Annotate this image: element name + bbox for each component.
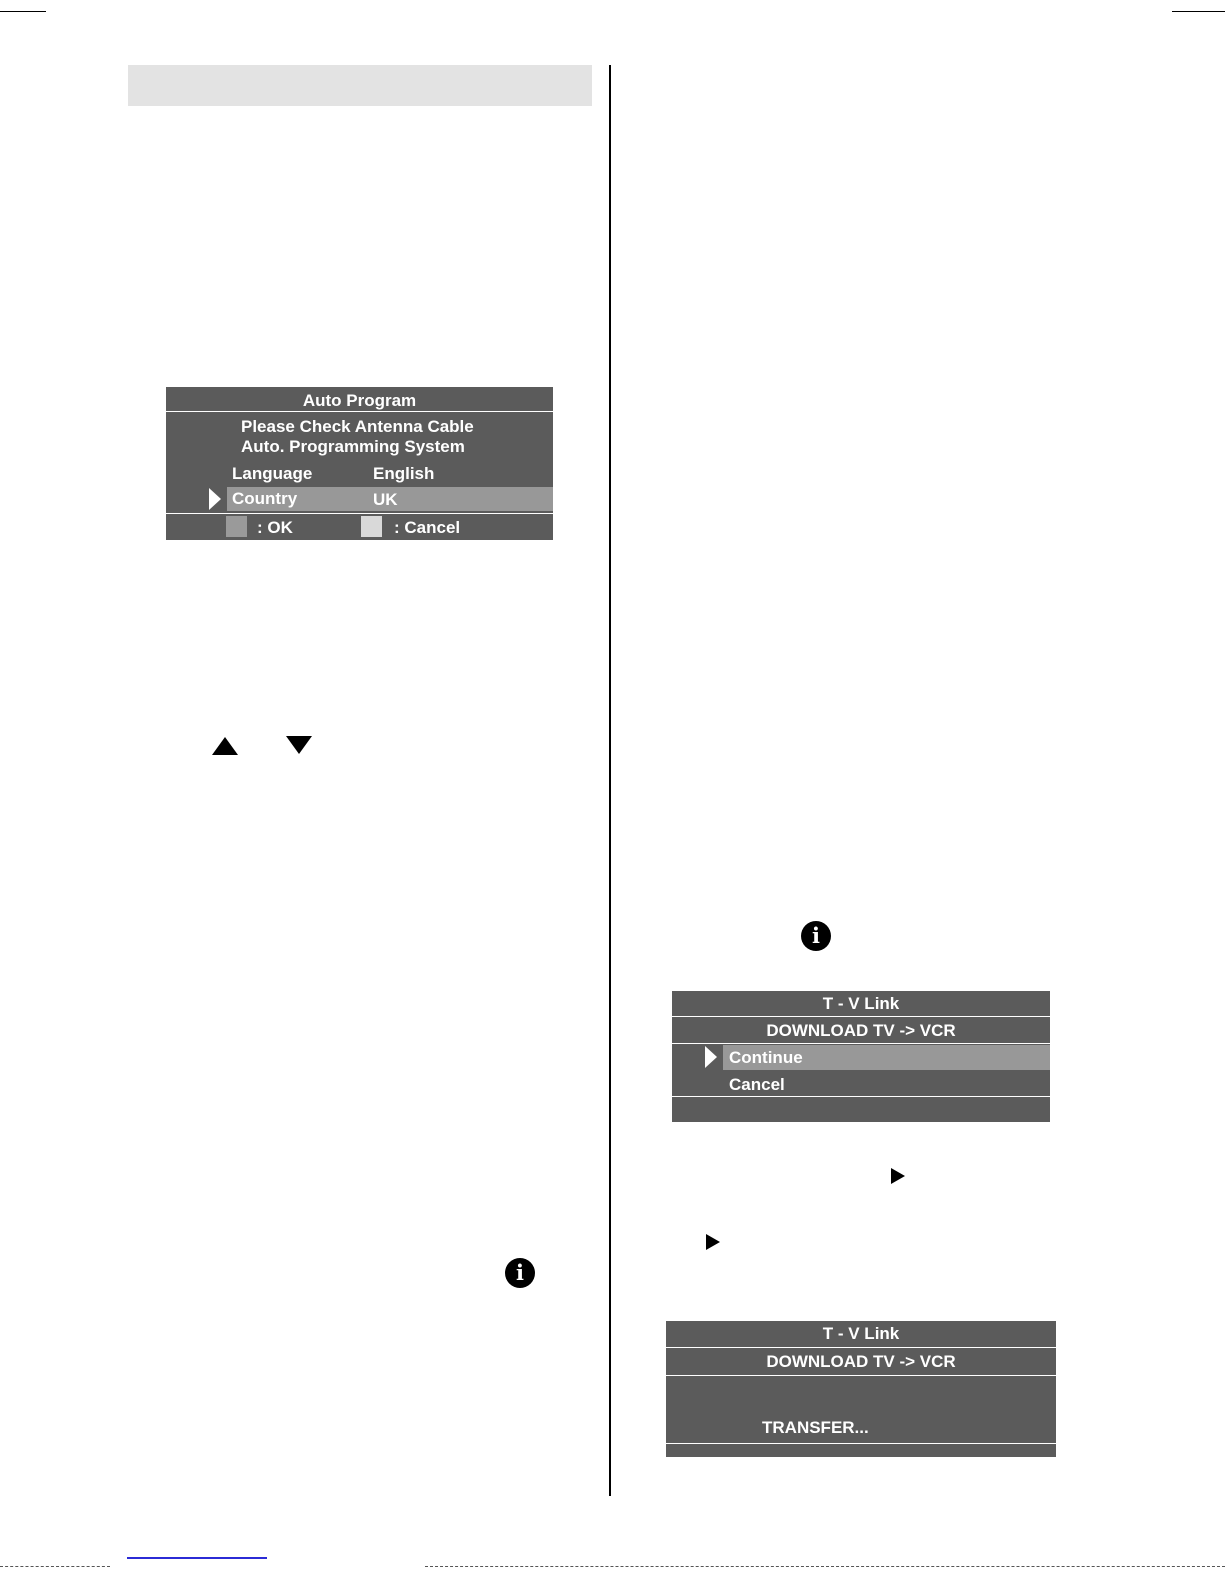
message-line-1: Please Check Antenna Cable xyxy=(241,417,474,436)
country-value[interactable]: UK xyxy=(373,490,398,509)
transfer-status: TRANSFER... xyxy=(762,1418,869,1437)
country-label[interactable]: Country xyxy=(232,489,298,508)
auto-program-panel xyxy=(166,387,553,540)
divider xyxy=(672,1016,1050,1017)
crop-mark xyxy=(1172,11,1225,12)
tv-link-transfer-panel xyxy=(666,1321,1056,1457)
divider xyxy=(672,1096,1050,1097)
divider xyxy=(672,1043,1050,1044)
info-icon: i xyxy=(505,1258,535,1288)
tv-link-title: T - V Link xyxy=(822,1324,900,1343)
footer-dashed-rule xyxy=(0,1566,110,1568)
divider xyxy=(666,1443,1056,1444)
divider xyxy=(666,1347,1056,1348)
triangle-right-icon xyxy=(706,1234,720,1250)
divider xyxy=(166,411,553,412)
auto-program-title: Auto Program xyxy=(302,391,417,410)
cancel-option[interactable]: Cancel xyxy=(729,1075,785,1094)
crop-mark xyxy=(0,11,46,12)
cancel-color-key-icon[interactable] xyxy=(361,516,382,537)
ok-color-key-icon[interactable] xyxy=(226,516,247,537)
footer-dashed-rule xyxy=(425,1566,1225,1568)
section-header-bar xyxy=(128,65,592,106)
cancel-label[interactable]: : Cancel xyxy=(394,518,461,537)
language-value[interactable]: English xyxy=(373,464,435,483)
info-icon: i xyxy=(801,921,831,951)
triangle-right-icon xyxy=(891,1168,905,1184)
divider xyxy=(166,513,553,514)
language-label[interactable]: Language xyxy=(232,464,313,483)
triangle-up-icon xyxy=(212,737,238,755)
tv-link-subtitle: DOWNLOAD TV -> VCR xyxy=(766,1021,956,1040)
tv-link-menu-panel xyxy=(672,991,1050,1122)
tv-link-subtitle: DOWNLOAD TV -> VCR xyxy=(766,1352,956,1371)
ok-label[interactable]: : OK xyxy=(257,518,293,537)
selection-pointer-icon xyxy=(209,488,221,510)
tv-link-title: T - V Link xyxy=(822,994,900,1013)
selection-pointer-icon xyxy=(705,1046,717,1068)
footer-rule xyxy=(127,1557,267,1559)
divider xyxy=(666,1375,1056,1376)
column-divider xyxy=(609,65,611,1496)
continue-option[interactable]: Continue xyxy=(729,1048,803,1067)
triangle-down-icon xyxy=(286,736,312,754)
message-line-2: Auto. Programming System xyxy=(241,437,465,456)
